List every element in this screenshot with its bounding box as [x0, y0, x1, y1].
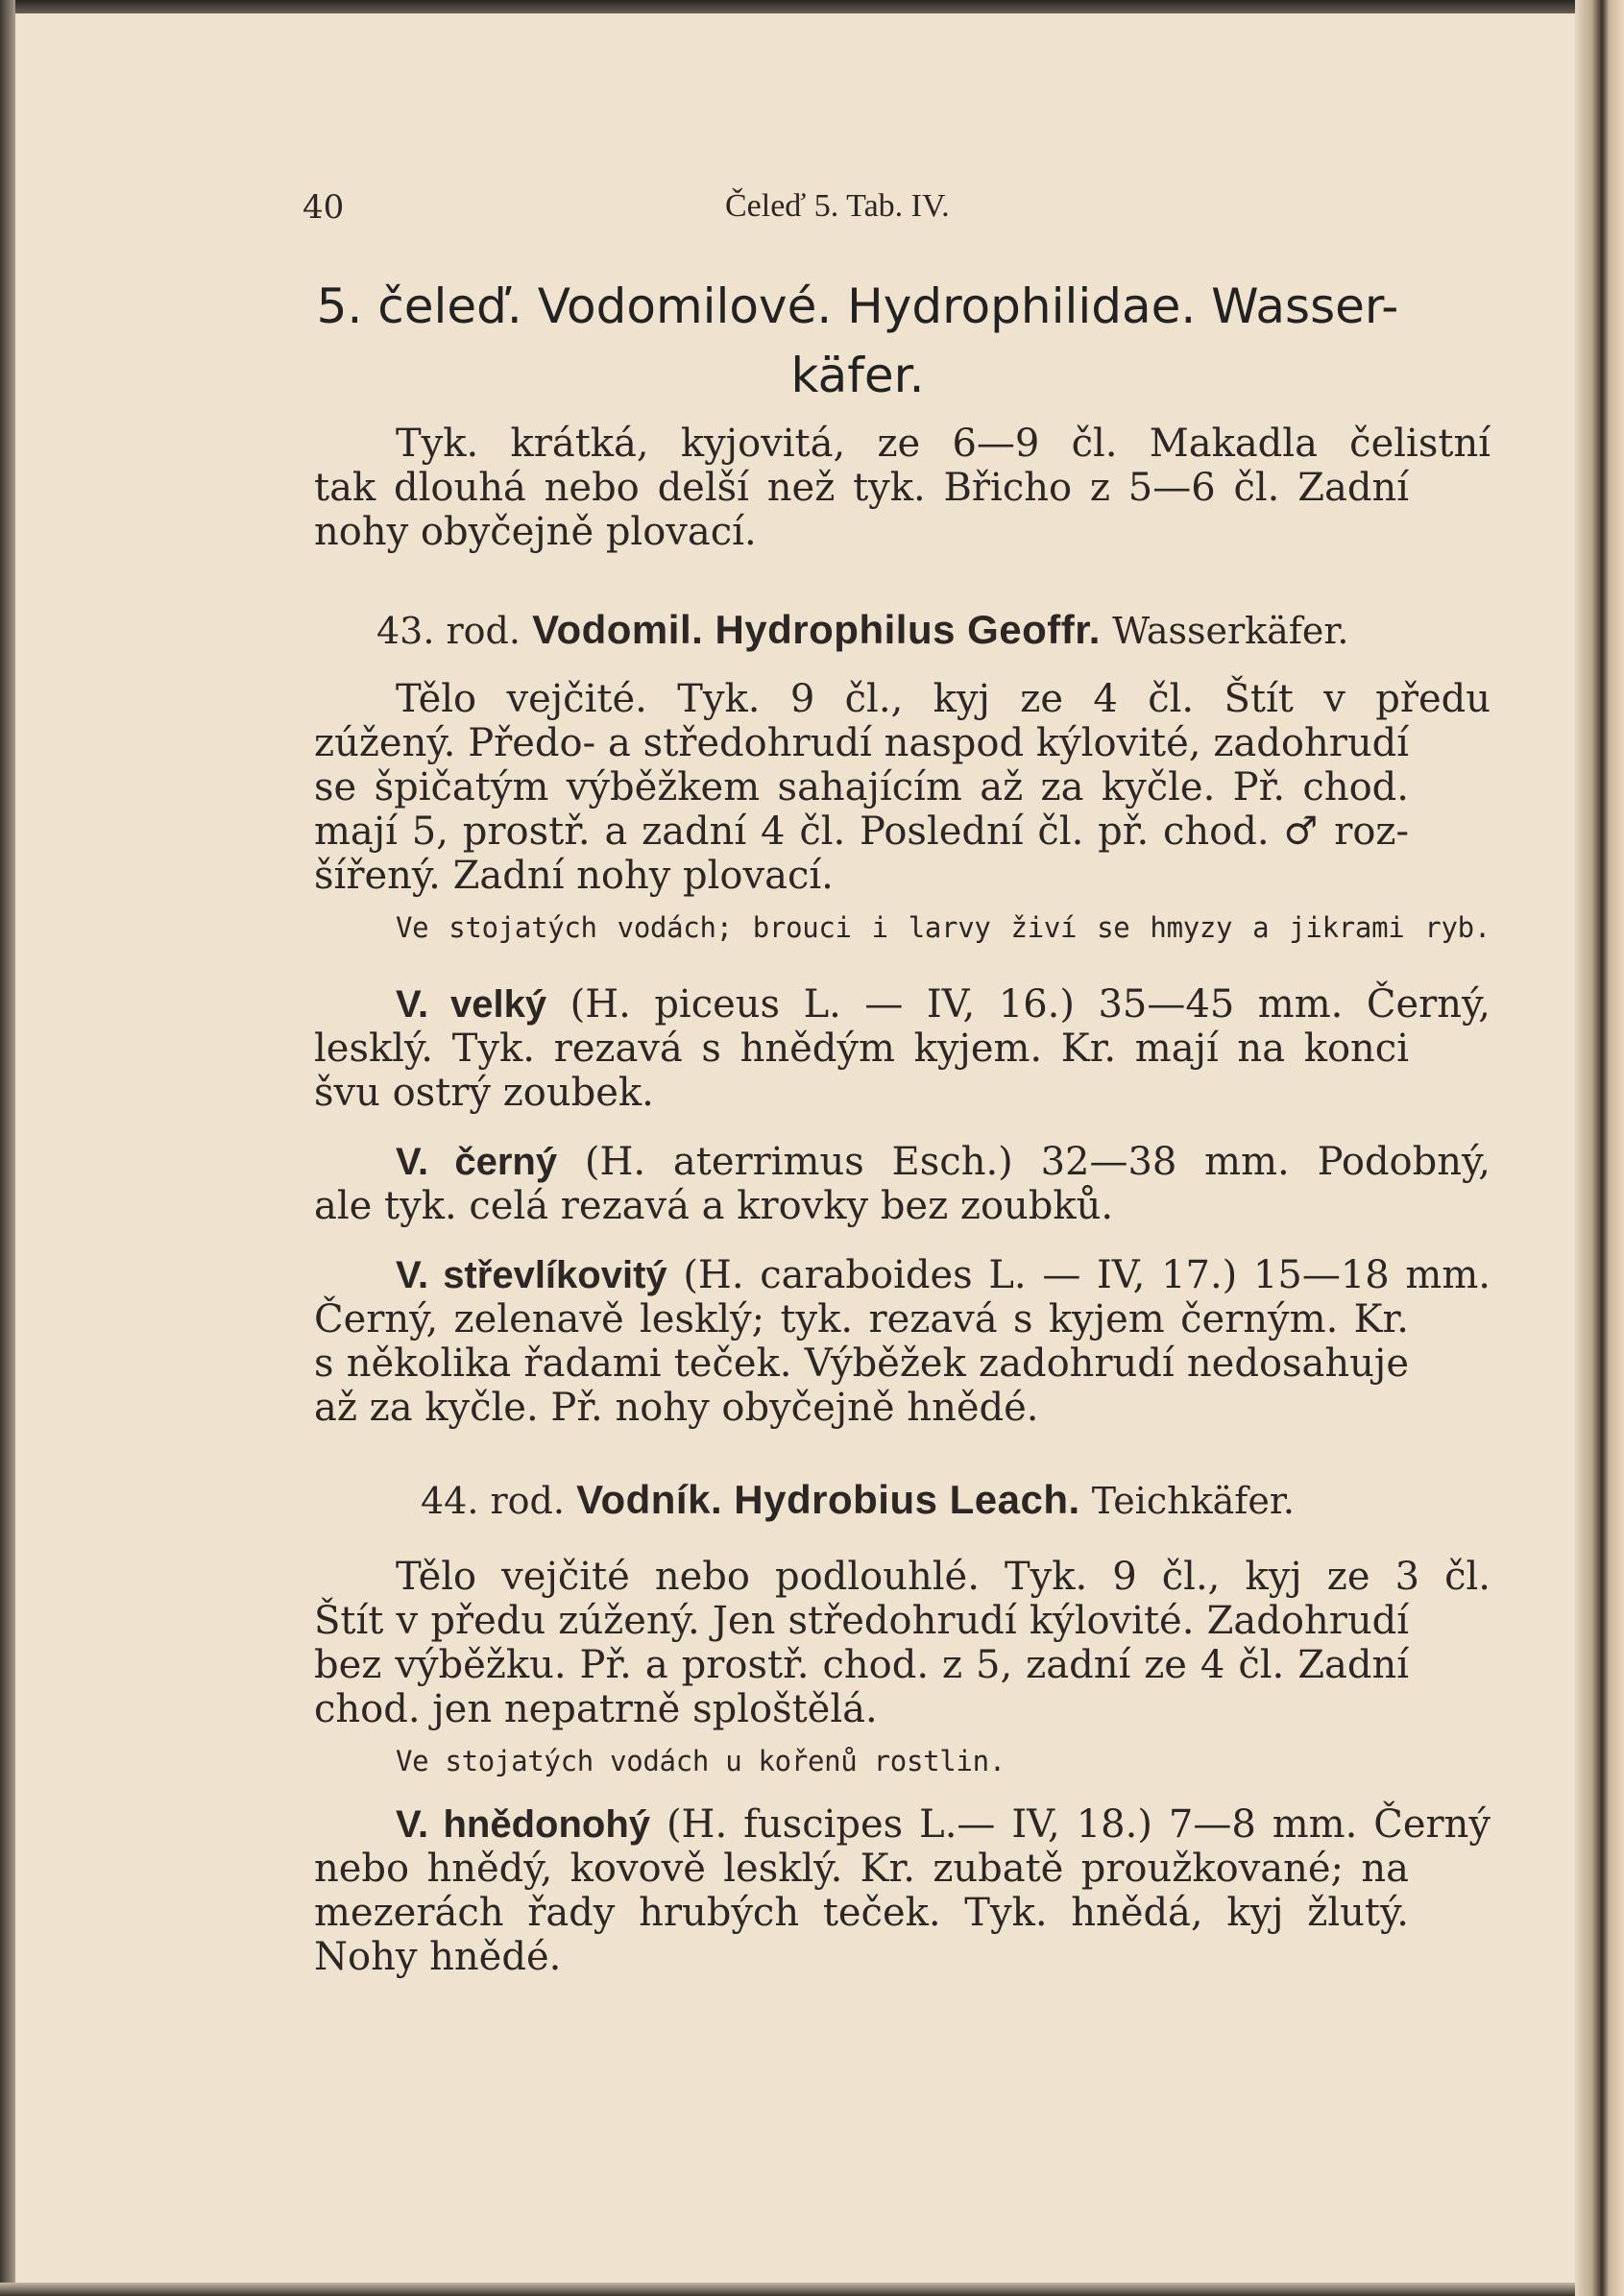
scan-border-left — [0, 0, 15, 2296]
page-number: 40 — [303, 188, 345, 227]
species-name: V. hnědonohý — [396, 1803, 650, 1846]
genus-44-name: Vodník. Hydrobius Leach. — [576, 1477, 1080, 1522]
species-entry-first-line — [314, 1801, 1491, 1848]
species-text-line: švu ostrý zoubek. — [314, 1071, 654, 1115]
species-text-line: mezerách řady hrubých teček. Tyk. hnědá, kyj žlutý. — [314, 1891, 1409, 1935]
species-entry-first-line — [314, 1139, 1491, 1185]
scan-border-top — [0, 0, 1624, 13]
family-heading — [305, 272, 1410, 410]
species-text-line: až za kyčle. Př. nohy obyčejně hnědé. — [314, 1386, 1039, 1430]
family-description-line: tak dlouhá nebo delší než tyk. Břicho z 5—6 čl. Zadní — [314, 466, 1409, 510]
species-text-line: s několika řadami teček. Výběžek zadohrudí nedosahuje — [314, 1341, 1409, 1386]
family-heading-line-1: 5. čeleď. Vodomilové. Hydrophilidae. Wasser- — [316, 278, 1399, 334]
genus-43-number: 43. rod. — [376, 610, 521, 652]
genus-44-german-name: Teichkäfer. — [1091, 1480, 1295, 1522]
genus-43-name: Vodomil. Hydrophilus Geoffr. — [532, 607, 1101, 652]
genus-43-description-line: se špičatým výběžkem sahajícím až za kyčle. Př. chod. — [314, 765, 1409, 810]
species-text-line: ale tyk. celá rezavá a krovky bez zoubků. — [314, 1184, 1114, 1228]
genus-43-german-name: Wasserkäfer. — [1112, 610, 1349, 652]
species-name: V. střevlíkovitý — [396, 1254, 667, 1296]
species-entry-first-line — [314, 981, 1491, 1027]
genus-44-number: 44. rod. — [421, 1480, 565, 1522]
species-text-line: Nohy hnědé. — [314, 1935, 562, 1979]
genus-44-description-line: Tělo vejčité nebo podlouhlé. Tyk. 9 čl., kyj ze 3 čl. — [396, 1555, 1491, 1599]
species-name: V. velký — [396, 983, 547, 1026]
scan-border-bottom — [0, 2283, 1624, 2296]
species-text-line: lesklý. Tyk. rezavá s hnědým kyjem. Kr. mají na konci — [314, 1027, 1409, 1071]
genus-43-heading — [376, 607, 1348, 653]
genus-43-description-line: Tělo vejčité. Tyk. 9 čl., kyj ze 4 čl. Štít v předu — [396, 677, 1491, 721]
genus-43-description-line: šířený. Zadní nohy plovací. — [314, 854, 834, 898]
running-head: Čeleď 5. Tab. IV. — [725, 188, 950, 224]
genus-44-description-line: chod. jen nepatrně sploštělá. — [314, 1687, 878, 1731]
genus-44-heading — [421, 1477, 1295, 1523]
genus-44-description-line: Štít v předu zúžený. Jen středohrudí kýlovité. Zadohrudí — [314, 1599, 1409, 1643]
species-text-line: Černý, zelenavě lesklý; tyk. rezavá s kyjem černým. Kr. — [314, 1297, 1409, 1341]
family-description-line: Tyk. krátká, kyjovitá, ze 6—9 čl. Makadla čelistní — [396, 422, 1491, 466]
book-spine — [1575, 0, 1624, 2296]
species-text: (H. aterrimus Esch.) 32—38 mm. Podobný, — [584, 1140, 1491, 1184]
family-description-line: nohy obyčejně plovací. — [314, 510, 757, 554]
species-text-line: nebo hnědý, kovově lesklý. Kr. zubatě proužkované; na — [314, 1847, 1409, 1891]
species-text: (H. piceus L. — IV, 16.) 35—45 mm. Černý, — [570, 982, 1491, 1027]
species-entry-first-line — [314, 1252, 1491, 1298]
species-text: (H. caraboides L. — IV, 17.) 15—18 mm. — [683, 1253, 1491, 1297]
family-heading-line-2: käfer. — [790, 348, 925, 403]
species-name: V. černý — [396, 1141, 558, 1183]
genus-43-description-line: zúžený. Předo- a středohrudí naspod kýlovité, zadohrudí — [314, 721, 1409, 765]
genus-44-habitat: Ve stojatých vodách u kořenů rostlin. — [396, 1745, 1006, 1777]
genus-43-habitat: Ve stojatých vodách; brouci i larvy živí se hmyzy a jikrami ryb. — [396, 911, 1491, 944]
genus-43-description-line: mají 5, prostř. a zadní 4 čl. Poslední čl. př. chod. ♂ roz- — [314, 810, 1409, 854]
species-text: (H. fuscipes L.— IV, 18.) 7—8 mm. Černý — [666, 1802, 1491, 1847]
genus-44-description-line: bez výběžku. Př. a prostř. chod. z 5, zadní ze 4 čl. Zadní — [314, 1643, 1409, 1687]
